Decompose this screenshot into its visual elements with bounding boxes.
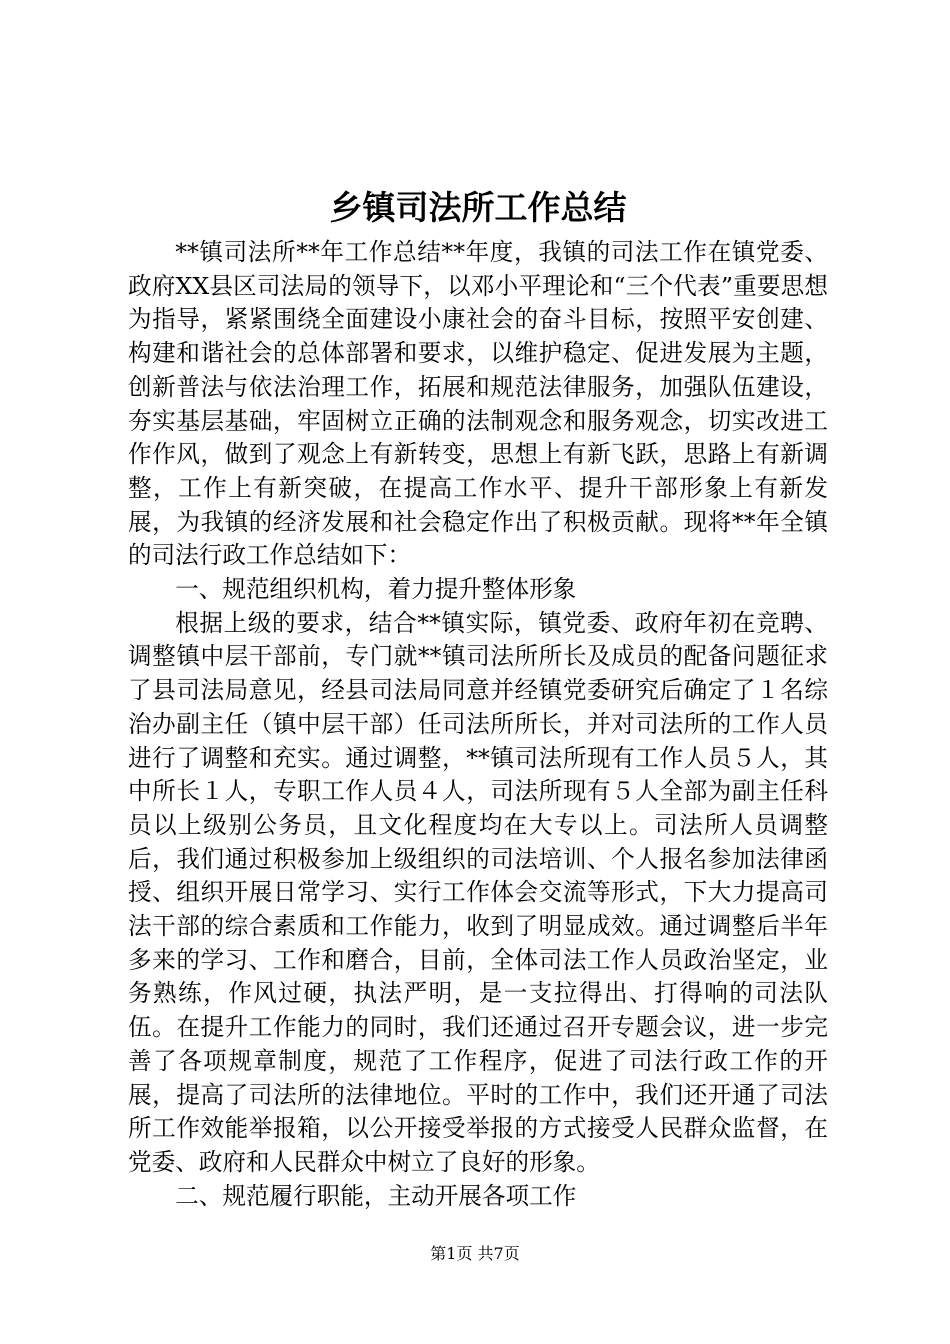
page-footer: 第1页 共7页 xyxy=(430,1244,520,1263)
section-1-paragraph: 根据上级的要求，结合**镇实际，镇党委、政府年初在竞聘、调整镇中层干部前，专门就**镇司法所所长及成员的配备问题征求了县司法局意见，经县司法局同意并经镇党委研究后确定了１名综治办副主任（镇中层干部）任司法所所长，并对司法所的工作人员进行了调整和充实。通过调整，**镇司法所现有工作人员５人，其中所长１人，专职工作人员４人，司法所现有５人全部为副主任科员以上级别公务员，且文化程度均在大专以上。司法所人员调整后，我们通过积极参加上级组织的司法培训、个人报名参加法律函授、组织开展日常学习、实行工作体会交流等形式，下大力提高司法干部的综合素质和工作能力，收到了明显成效。通过调整后半年多来的学习、工作和磨合，目前，全体司法工作人员政治坚定，业务熟练，作风过硬，执法严明，是一支拉得出、打得响的司法队伍。在提升工作能力的同时，我们还通过召开专题会议，进一步完善了各项规章制度，规范了工作程序，促进了司法行政工作的开展，提高了司法所的法律地位。平时的工作中，我们还开通了司法所工作效能举报箱，以公开接受举报的方式接受人民群众监督，在党委、政府和人民群众中树立了良好的形象。 xyxy=(128,608,828,1176)
section-heading-1: 一、规范组织机构，着力提升整体形象 xyxy=(175,575,577,604)
document-body xyxy=(128,236,828,1213)
document-title: 乡镇司法所工作总结 xyxy=(329,188,627,227)
intro-paragraph: **镇司法所**年工作总结**年度，我镇的司法工作在镇党委、政府XX县区司法局的领导下，以邓小平理论和“三个代表”重要思想为指导，紧紧围绕全面建设小康社会的奋斗目标，按照平安创建、构建和谐社会的总体部署和要求，以维护稳定、促进发展为主题，创新普法与依法治理工作，拓展和规范法律服务，加强队伍建设，夯实基层基础，牢固树立正确的法制观念和服务观念，切实改进工作作风，做到了观念上有新转变，思想上有新飞跃，思路上有新调整，工作上有新突破，在提高工作水平、提升干部形象上有新发展，为我镇的经济发展和社会稳定作出了积极贡献。现将**年全镇的司法行政工作总结如下： xyxy=(128,238,828,570)
section-heading-2: 二、规范履行职能，主动开展各项工作 xyxy=(175,1181,577,1210)
